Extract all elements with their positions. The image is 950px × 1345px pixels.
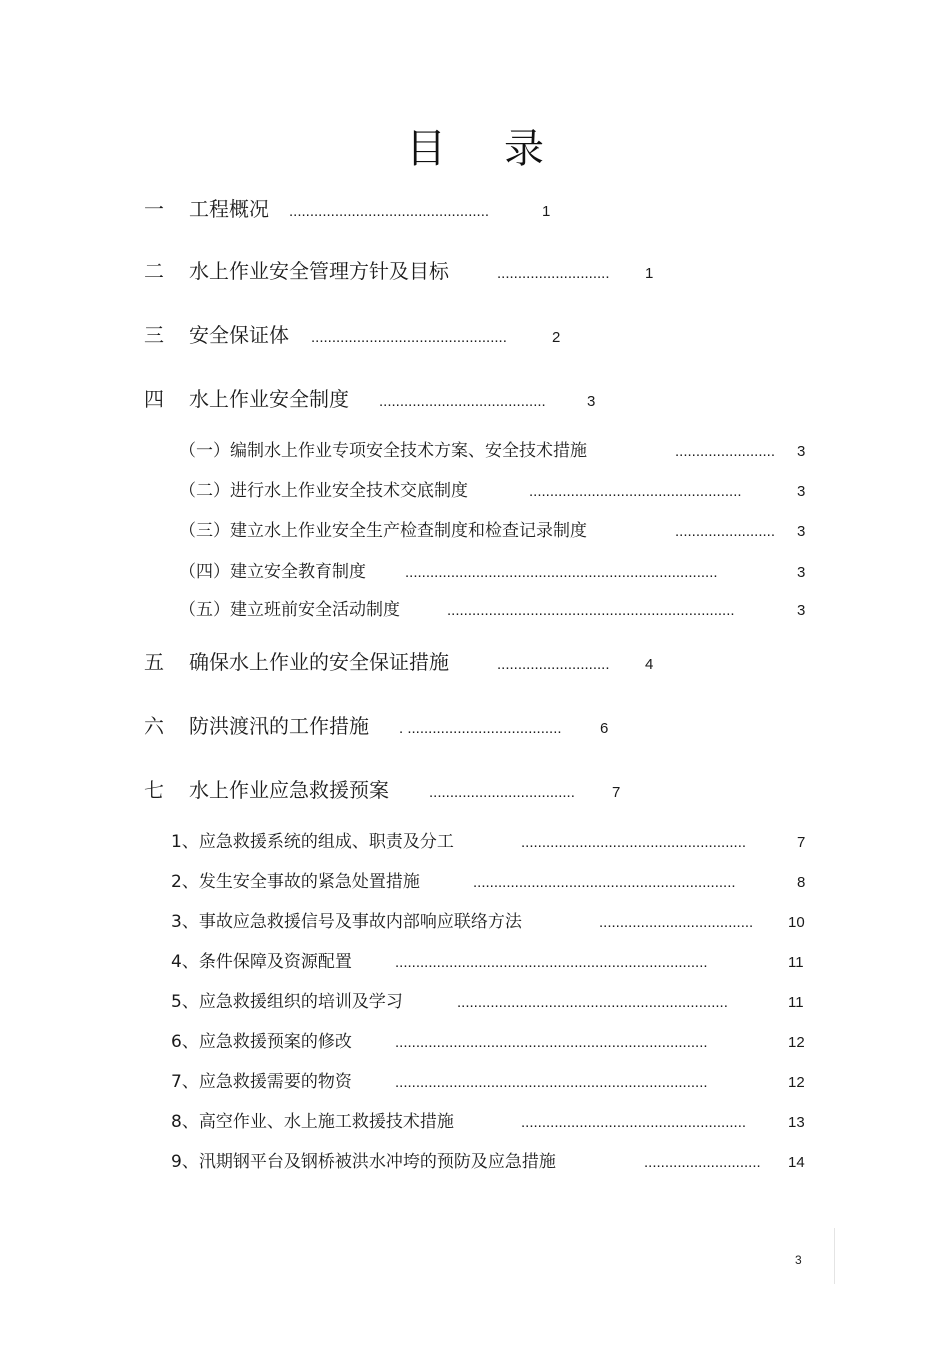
- dot-leader: ...........................................................................: [395, 1074, 708, 1091]
- toc-page-number: 11: [788, 954, 804, 971]
- toc-entry-6[interactable]: [0, 714, 950, 740]
- dot-leader: ........................................: [379, 393, 546, 410]
- toc-numbered-entry-7[interactable]: [0, 1070, 950, 1094]
- dot-leader: ................................................: [289, 203, 490, 220]
- toc-entry-label: 安全保证体: [189, 323, 289, 347]
- toc-entry-label: 水上作业安全制度: [189, 387, 349, 411]
- footer-divider: [834, 1228, 835, 1284]
- toc-subentry-5[interactable]: [0, 598, 950, 622]
- toc-entry-label: （四）建立安全教育制度: [179, 562, 366, 582]
- dot-leader: ........................: [675, 443, 776, 460]
- toc-numbered-entry-6[interactable]: [0, 1030, 950, 1054]
- toc-numbered-entry-4[interactable]: [0, 950, 950, 974]
- dot-leader: ...........................: [497, 265, 610, 282]
- toc-numbered-entry-1[interactable]: [0, 830, 950, 854]
- toc-page-number: 12: [788, 1074, 805, 1091]
- toc-subentry-4[interactable]: [0, 560, 950, 584]
- dot-leader: ............................: [644, 1154, 761, 1171]
- dot-leader: ...............................................: [311, 329, 507, 346]
- toc-entry-label: 7、应急救援需要的物资: [171, 1072, 352, 1092]
- toc-entry-5[interactable]: [0, 650, 950, 676]
- footer-page-number: 3: [795, 1253, 802, 1267]
- toc-entry-7[interactable]: [0, 778, 950, 804]
- toc-page-number: 1: [542, 203, 551, 220]
- toc-page-number: 13: [788, 1114, 805, 1131]
- toc-entry-label: 确保水上作业的安全保证措施: [189, 650, 449, 674]
- toc-entry-number: 五: [144, 650, 164, 674]
- toc-entry-label: 8、高空作业、水上施工救援技术措施: [171, 1112, 454, 1132]
- toc-page-number: 7: [797, 834, 806, 851]
- toc-entry-label: 5、应急救援组织的培训及学习: [171, 992, 403, 1012]
- title-char-2: 录: [504, 126, 544, 172]
- dot-leader: ...........................................................................: [395, 1034, 708, 1051]
- toc-entry-2[interactable]: [0, 259, 950, 285]
- toc-page-number: 3: [797, 443, 806, 460]
- dot-leader: . .....................................: [399, 720, 562, 737]
- toc-entry-label: （三）建立水上作业安全生产检查制度和检查记录制度: [179, 521, 587, 541]
- toc-entry-number: 六: [144, 714, 164, 738]
- toc-entry-label: 2、发生安全事故的紧急处置措施: [171, 872, 420, 892]
- toc-numbered-entry-3[interactable]: [0, 910, 950, 934]
- toc-page-number: 12: [788, 1034, 805, 1051]
- toc-page-number: 2: [552, 329, 561, 346]
- toc-entry-label: 9、汛期钢平台及钢桥被洪水冲垮的预防及应急措施: [171, 1152, 556, 1172]
- page-title: [0, 122, 950, 176]
- dot-leader: .................................................................: [457, 994, 728, 1011]
- toc-entry-label: 3、事故应急救援信号及事故内部响应联络方法: [171, 912, 522, 932]
- dot-leader: .....................................: [599, 914, 754, 931]
- toc-page-number: 3: [797, 523, 806, 540]
- toc-page-number: 10: [788, 914, 805, 931]
- toc-entry-label: 工程概况: [189, 197, 269, 221]
- toc-subentry-1[interactable]: [0, 439, 950, 463]
- toc-entry-number: 七: [144, 778, 164, 802]
- toc-page-number: 3: [797, 483, 806, 500]
- dot-leader: ......................................................: [521, 834, 747, 851]
- toc-page-number: 3: [797, 564, 806, 581]
- toc-entry-1[interactable]: [0, 197, 950, 223]
- toc-numbered-entry-8[interactable]: [0, 1110, 950, 1134]
- toc-entry-label: （一）编制水上作业专项安全技术方案、安全技术措施: [179, 441, 587, 461]
- toc-entry-label: 4、条件保障及资源配置: [171, 952, 352, 972]
- dot-leader: ........................: [675, 523, 776, 540]
- dot-leader: ......................................................: [521, 1114, 747, 1131]
- toc-page-number: 4: [645, 656, 654, 673]
- toc-numbered-entry-9[interactable]: [0, 1150, 950, 1174]
- dot-leader: ...........................................................................: [395, 954, 708, 971]
- toc-entry-label: 6、应急救援预案的修改: [171, 1032, 352, 1052]
- toc-entry-label: 水上作业应急救援预案: [189, 778, 389, 802]
- toc-entry-label: 1、应急救援系统的组成、职责及分工: [171, 832, 454, 852]
- toc-entry-4[interactable]: [0, 387, 950, 413]
- toc-entry-label: 水上作业安全管理方针及目标: [189, 259, 449, 283]
- dot-leader: ...............................................................: [473, 874, 736, 891]
- toc-page-number: 1: [645, 265, 654, 282]
- toc-entry-number: 三: [144, 323, 164, 347]
- toc-subentry-3[interactable]: [0, 519, 950, 543]
- toc-entry-label: （五）建立班前安全活动制度: [179, 600, 400, 620]
- toc-page-number: 14: [788, 1154, 805, 1171]
- toc-page-number: 3: [587, 393, 596, 410]
- toc-page-number: 7: [612, 784, 621, 801]
- toc-entry-number: 四: [144, 387, 164, 411]
- title-char-1: 目: [406, 126, 446, 172]
- toc-entry-label: （二）进行水上作业安全技术交底制度: [179, 481, 468, 501]
- toc-numbered-entry-2[interactable]: [0, 870, 950, 894]
- toc-numbered-entry-5[interactable]: [0, 990, 950, 1014]
- toc-entry-3[interactable]: [0, 323, 950, 349]
- toc-page-number: 3: [797, 602, 806, 619]
- dot-leader: ...........................: [497, 656, 610, 673]
- toc-subentry-2[interactable]: [0, 479, 950, 503]
- toc-page-number: 6: [600, 720, 609, 737]
- dot-leader: ...................................................: [529, 483, 742, 500]
- toc-entry-number: 二: [144, 259, 164, 283]
- toc-page-number: 11: [788, 994, 804, 1011]
- dot-leader: ...................................: [429, 784, 575, 801]
- toc-entry-number: 一: [144, 197, 164, 221]
- dot-leader: ...........................................................................: [405, 564, 718, 581]
- toc-page-number: 8: [797, 874, 806, 891]
- dot-leader: .....................................................................: [447, 602, 735, 619]
- toc-entry-label: 防洪渡汛的工作措施: [189, 714, 369, 738]
